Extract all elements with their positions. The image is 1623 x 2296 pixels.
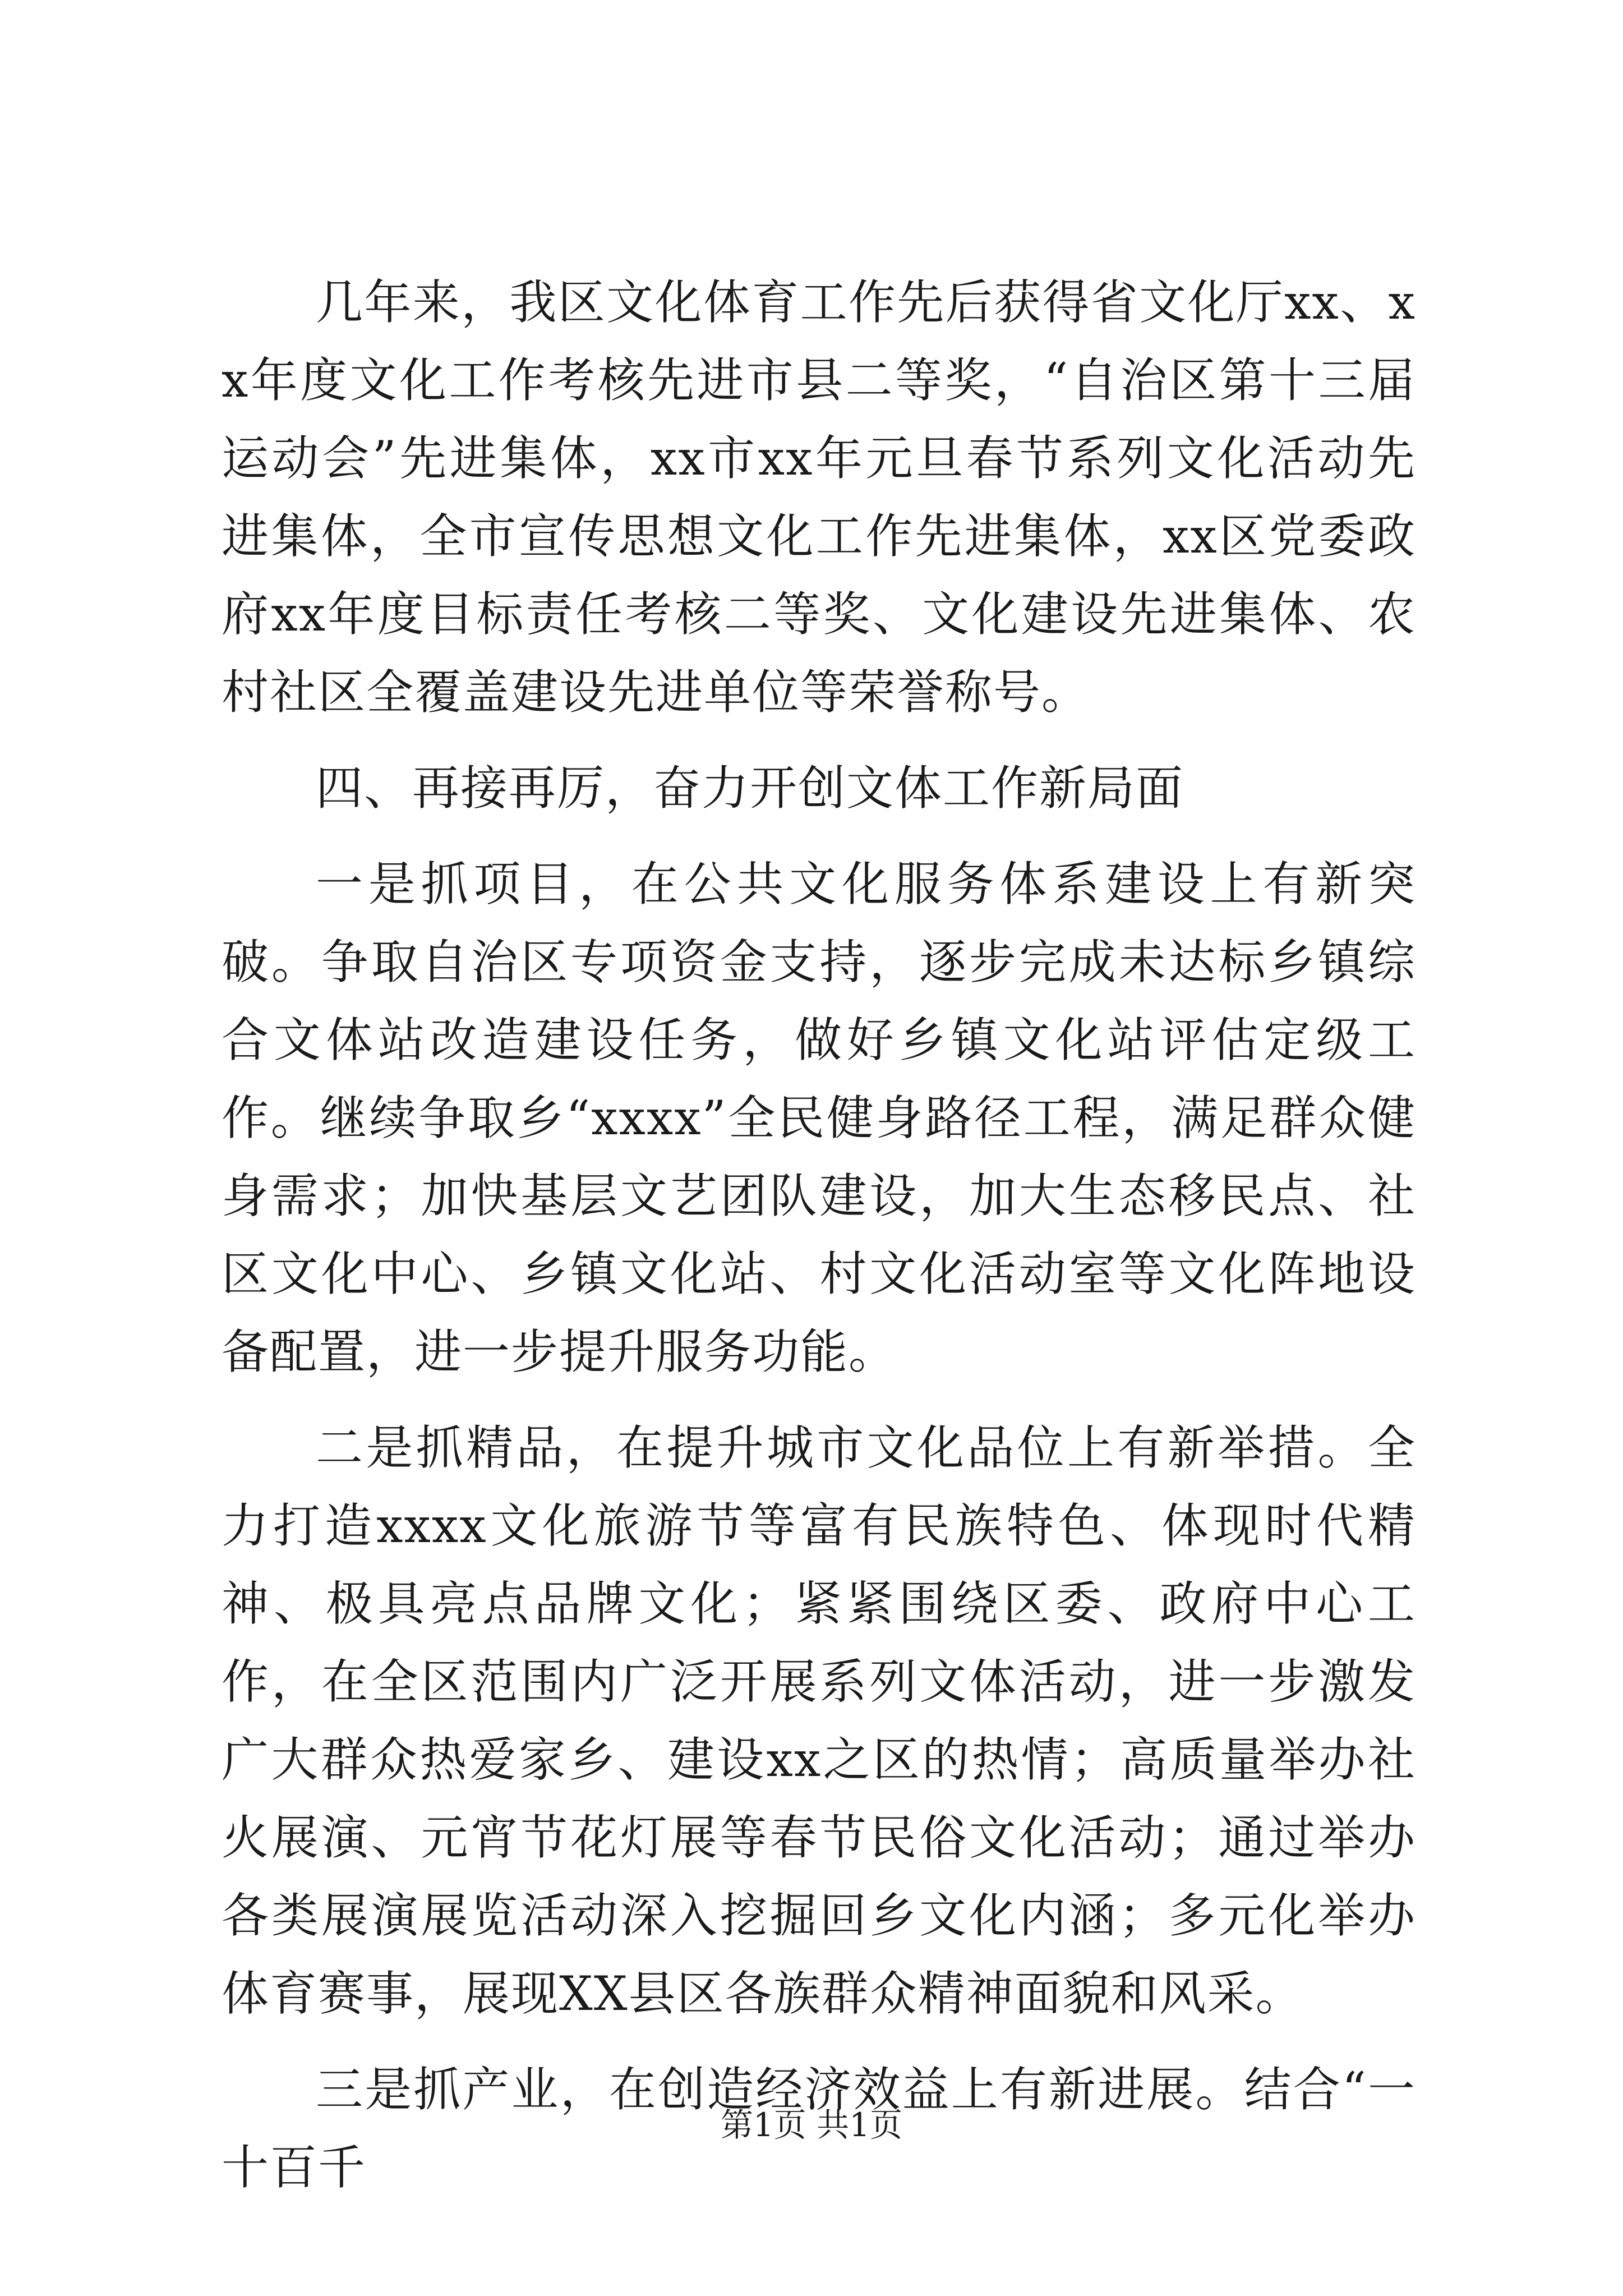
paragraph-quality-works: 二是抓精品，在提升城市文化品位上有新举措。全力打造xxxx文化旅游节等富有民族特色、体现时代精神、极具亮点品牌文化；紧紧围绕区委、政府中心工作，在全区范围内广泛开展系列文体活动，进一步激发广大群众热爱家乡、建设xx之区的热情；高质量举办社火展演、元宵节花灯展等春节民俗文化活动；通过举办各类展演展览活动深入挖掘回乡文化内涵；多元化举办体育赛事，展现XX县区各族群众精神面貌和风采。: [222, 1420, 1416, 2021]
section-heading: 四、再接再厉，奋力开创文体工作新局面: [316, 761, 1184, 816]
paragraph-industry: 三是抓产业，在创造经济效益上有新进展。结合“一十百千: [222, 2062, 1416, 2195]
paragraph-projects: 一是抓项目，在公共文化服务体系建设上有新突破。争取自治区专项资金支持，逐步完成未达标乡镇综合文体站改造建设任务，做好乡镇文化站评估定级工作。继续争取乡“xxxx”全民健身路径工程，满足群众健身需求；加快基层文艺团队建设，加大生态移民点、社区文化中心、乡镇文化站、村文化活动室等文化阵地设备配置，进一步提升服务功能。: [222, 857, 1416, 1379]
page-number-footer: 第1页 共1页: [720, 2106, 903, 2144]
paragraph-achievements: 几年来，我区文化体育工作先后获得省文化厅xx、xx年度文化工作考核先进市县二等奖，“自治区第十三届运动会”先进集体，xx市xx年元旦春节系列文化活动先进集体，全市宣传思想文化工作先进集体，xx区党委政府xx年度目标责任考核二等奖、文化建设先进集体、农村社区全覆盖建设先进单位等荣誉称号。: [222, 275, 1416, 720]
document-body: [222, 264, 1416, 2207]
